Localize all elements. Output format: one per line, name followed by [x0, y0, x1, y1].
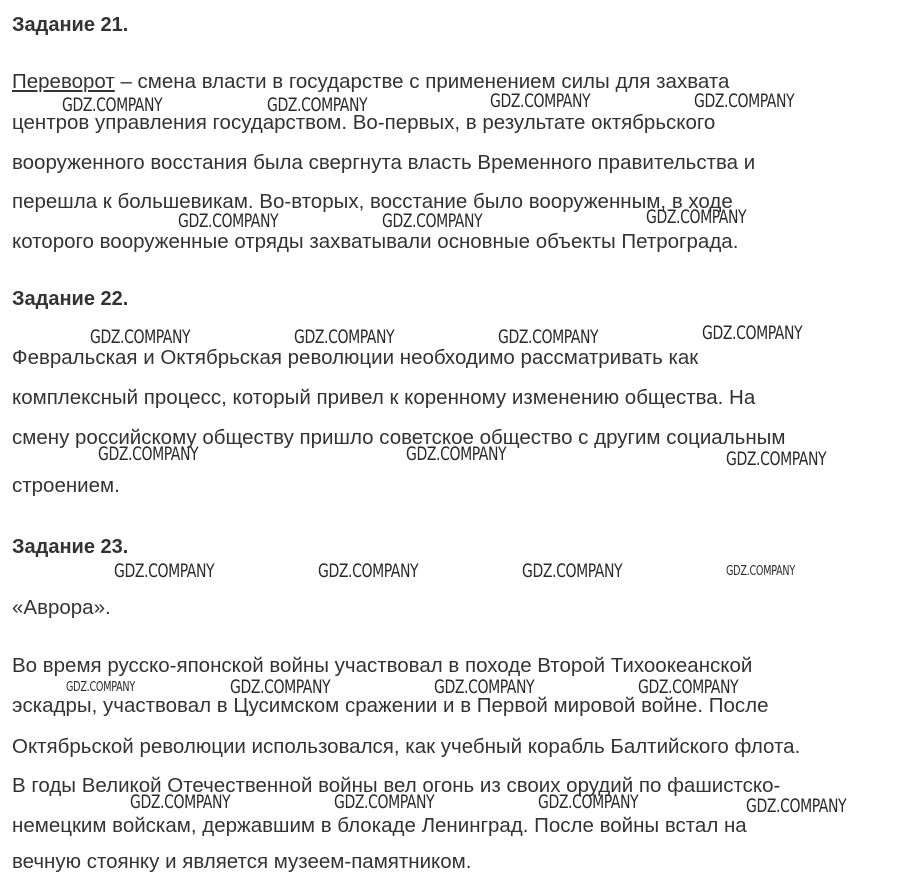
watermark: GDZ.COMPANY	[98, 443, 199, 465]
task-23-answer: «Аврора».	[12, 596, 111, 619]
task-21-line: вооруженного восстания была свергнута власть Временного правительства и	[12, 151, 756, 174]
watermark: GDZ.COMPANY	[230, 676, 331, 698]
watermark: GDZ.COMPANY	[726, 564, 795, 579]
watermark: GDZ.COMPANY	[90, 326, 191, 348]
watermark: GDZ.COMPANY	[726, 448, 827, 470]
term-perevorot: Переворот	[12, 70, 115, 93]
task-22-line: строением.	[12, 474, 120, 497]
task-21-line: центров управления государством. Во-первых, в результате октябрьского	[12, 111, 716, 134]
task-21-line: перешла к большевикам. Во-вторых, восстание было вооруженным, в ходе	[12, 190, 733, 213]
watermark: GDZ.COMPANY	[334, 791, 435, 813]
task-21-heading: Задание 21.	[12, 14, 129, 36]
watermark: GDZ.COMPANY	[490, 90, 591, 112]
task-22-line: Февральская и Октябрьская революции необходимо рассматривать как	[12, 346, 699, 369]
watermark: GDZ.COMPANY	[267, 94, 368, 116]
watermark: GDZ.COMPANY	[434, 676, 535, 698]
task-21-line: которого вооруженные отряды захватывали основные объекты Петрограда.	[12, 230, 739, 253]
watermark: GDZ.COMPANY	[178, 210, 279, 232]
watermark: GDZ.COMPANY	[382, 210, 483, 232]
task-22-line: смену российскому обществу пришло советское общество с другим социальным	[12, 426, 786, 449]
task-23-heading: Задание 23.	[12, 536, 129, 558]
watermark: GDZ.COMPANY	[318, 560, 419, 582]
watermark: GDZ.COMPANY	[702, 322, 803, 344]
watermark: GDZ.COMPANY	[746, 795, 847, 817]
watermark: GDZ.COMPANY	[114, 560, 215, 582]
task-23-line: вечную стоянку и является музеем-памятником.	[12, 850, 472, 873]
task-23-line: эскадры, участвовал в Цусимском сражении и в Первой мировой войне. После	[12, 694, 769, 717]
task-23-line: немецким войскам, державшим в блокаде Ленинград. После войны встал на	[12, 814, 747, 837]
watermark: GDZ.COMPANY	[498, 326, 599, 348]
task-23-line: Октябрьской революции использовался, как учебный корабль Балтийского флота.	[12, 735, 801, 758]
task-23-line: Во время русско-японской войны участвовал в походе Второй Тихоокеанской	[12, 654, 753, 677]
task-21-line	[12, 70, 729, 94]
task-22-line: комплексный процесс, который привел к коренному изменению общества. На	[12, 386, 756, 409]
task-23-line: В годы Великой Отечественной войны вел огонь из своих орудий по фашистско-	[12, 774, 781, 797]
watermark: GDZ.COMPANY	[538, 791, 639, 813]
watermark: GDZ.COMPANY	[694, 90, 795, 112]
watermark: GDZ.COMPANY	[406, 443, 507, 465]
watermark: GDZ.COMPANY	[522, 560, 623, 582]
watermark: GDZ.COMPANY	[66, 680, 135, 695]
watermark: GDZ.COMPANY	[294, 326, 395, 348]
task-21-line-rest: – смена власти в государстве с применением силы для захвата	[114, 70, 730, 93]
watermark: GDZ.COMPANY	[62, 94, 163, 116]
watermark: GDZ.COMPANY	[638, 676, 739, 698]
watermark: GDZ.COMPANY	[130, 791, 231, 813]
watermark: GDZ.COMPANY	[646, 206, 747, 228]
task-22-heading: Задание 22.	[12, 288, 129, 310]
